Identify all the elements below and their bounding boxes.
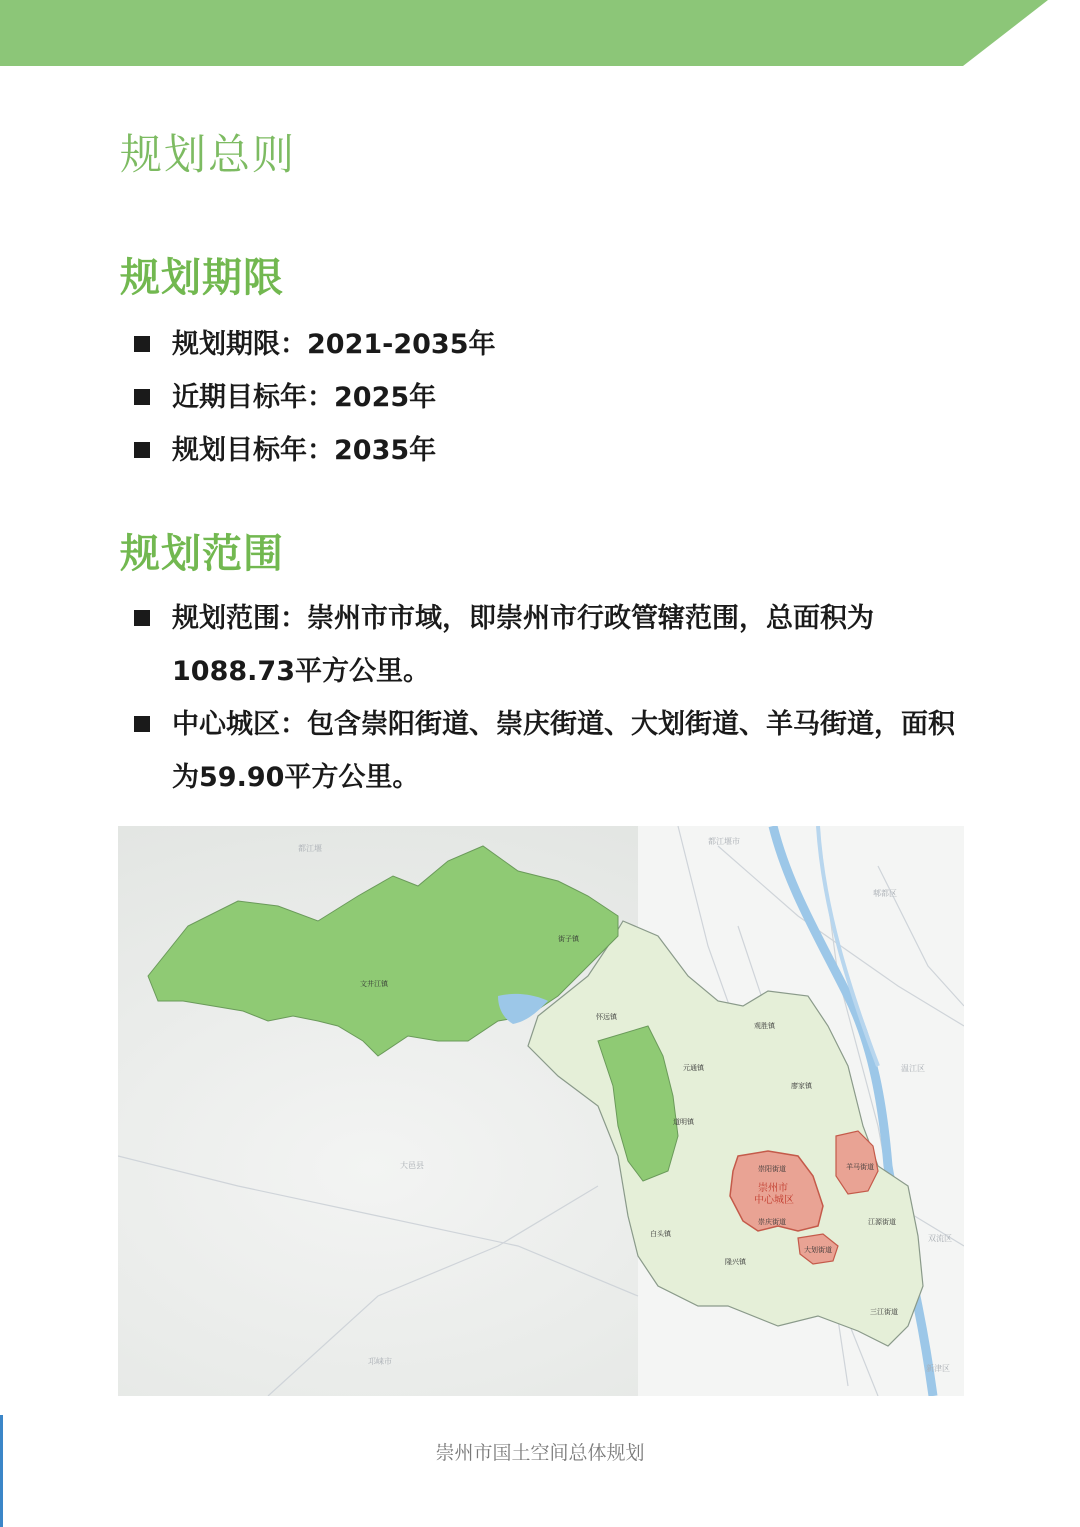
map-label: 崇阳街道 (758, 1165, 786, 1173)
map-label: 廖家镇 (791, 1082, 812, 1090)
list-item: 规划范围：崇州市市域，即崇州市行政管辖范围，总面积为1088.73平方公里。 (132, 592, 962, 698)
bullet-square-icon (134, 442, 150, 458)
map-label: 观胜镇 (754, 1022, 775, 1030)
section-title-scope: 规划范围 (120, 531, 284, 577)
map-label: 羊马街道 (846, 1163, 874, 1171)
map-label: 三江街道 (870, 1308, 898, 1316)
page-title: 规划总则 (120, 130, 297, 179)
section-title-period: 规划期限 (120, 255, 284, 301)
map-label: 白头镇 (650, 1230, 671, 1238)
map-label: 文井江镇 (360, 980, 388, 988)
map-label: 新津区 (926, 1364, 950, 1373)
map-label: 都江堰 (298, 844, 322, 853)
bullet-square-icon (134, 610, 150, 626)
planning-scope-map (118, 826, 964, 1396)
map-label: 温江区 (901, 1064, 925, 1073)
list-item: 规划期限：2021-2035年 (132, 318, 962, 371)
map-canvas (118, 826, 964, 1396)
bullet-square-icon (134, 389, 150, 405)
top-banner (0, 0, 1080, 66)
map-label: 郫都区 (873, 889, 897, 898)
map-label: 大划街道 (804, 1246, 832, 1254)
map-label: 中心城区 (754, 1195, 794, 1206)
map-label: 元通镇 (683, 1064, 704, 1072)
map-label: 都江堰市 (708, 837, 740, 846)
list-item: 中心城区：包含崇阳街道、崇庆街道、大划街道、羊马街道，面积为59.90平方公里。 (132, 698, 962, 804)
map-label: 双流区 (928, 1234, 952, 1243)
map-label: 怀远镇 (596, 1013, 617, 1021)
page-edge-accent (0, 1415, 3, 1527)
map-label: 崇庆街道 (758, 1218, 786, 1226)
period-list (132, 318, 962, 477)
map-label: 隆兴镇 (725, 1258, 746, 1266)
scope-list (132, 592, 962, 804)
map-label: 街子镇 (558, 935, 579, 943)
list-item: 规划目标年：2035年 (132, 424, 962, 477)
map-label: 邛崃市 (368, 1357, 392, 1366)
map-label: 江源街道 (868, 1218, 896, 1226)
footer-title: 崇州市国土空间总体规划 (435, 1442, 645, 1464)
map-label: 崇州市 (758, 1183, 788, 1194)
bullet-square-icon (134, 336, 150, 352)
map-label: 大邑县 (400, 1161, 424, 1170)
bullet-square-icon (134, 716, 150, 732)
list-item: 近期目标年：2025年 (132, 371, 962, 424)
map-label: 道明镇 (673, 1118, 694, 1126)
